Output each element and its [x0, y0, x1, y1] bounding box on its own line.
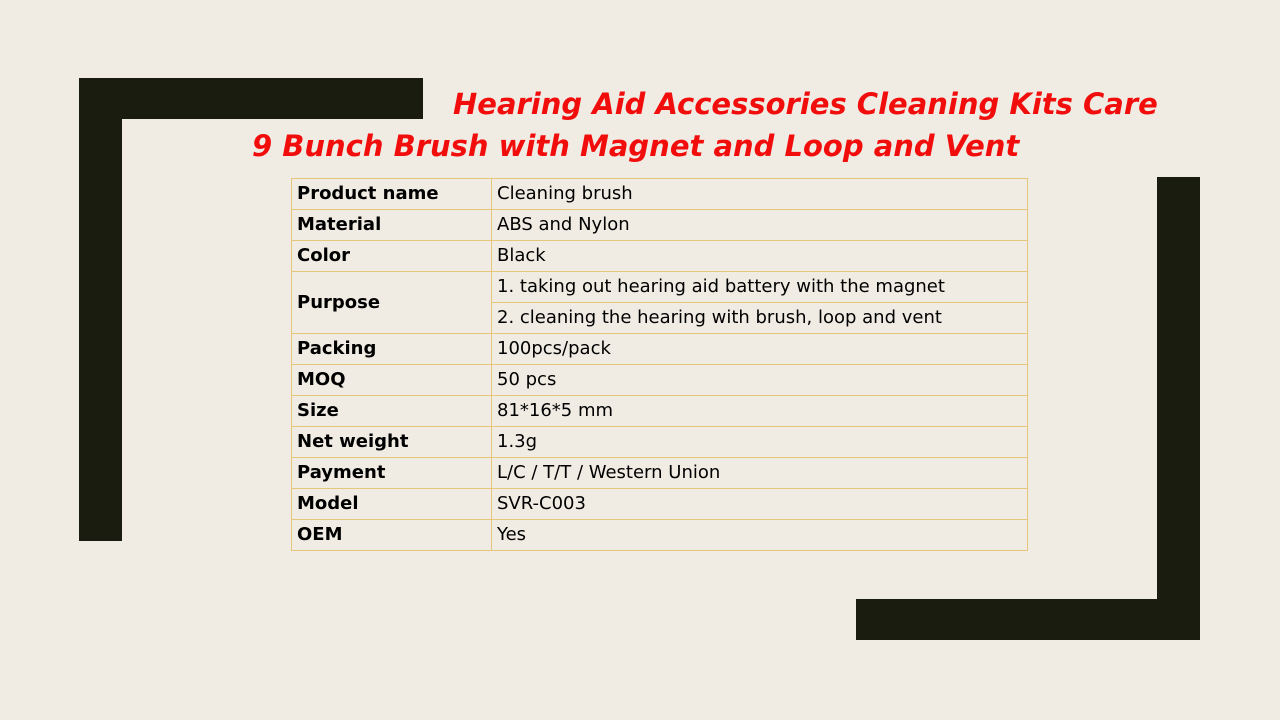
spec-value-product-name: Cleaning brush — [492, 179, 1028, 210]
table-row — [292, 458, 1028, 489]
page-title-line-1: Hearing Aid Accessories Cleaning Kits Care — [453, 87, 1158, 121]
table-row — [292, 520, 1028, 551]
spec-value-material: ABS and Nylon — [492, 210, 1028, 241]
spec-key-size: Size — [292, 396, 492, 427]
spec-value-model: SVR-C003 — [492, 489, 1028, 520]
table-row — [292, 272, 1028, 303]
spec-key-product-name: Product name — [292, 179, 492, 210]
spec-value-purpose-1: 1. taking out hearing aid battery with the magnet — [492, 272, 1028, 303]
spec-value-size: 81*16*5 mm — [492, 396, 1028, 427]
spec-key-packing: Packing — [292, 334, 492, 365]
product-spec-table — [291, 178, 1028, 551]
spec-key-oem: OEM — [292, 520, 492, 551]
spec-value-oem: Yes — [492, 520, 1028, 551]
table-row — [292, 210, 1028, 241]
table-row — [292, 427, 1028, 458]
top-left-bracket-vertical — [79, 78, 122, 541]
spec-key-model: Model — [292, 489, 492, 520]
table-row — [292, 489, 1028, 520]
table-row — [292, 396, 1028, 427]
spec-value-color: Black — [492, 241, 1028, 272]
spec-key-purpose: Purpose — [292, 272, 492, 334]
spec-key-payment: Payment — [292, 458, 492, 489]
bottom-right-bracket-vertical — [1157, 177, 1200, 640]
spec-key-net-weight: Net weight — [292, 427, 492, 458]
top-left-bracket-horizontal — [79, 78, 423, 119]
spec-value-payment: L/C / T/T / Western Union — [492, 458, 1028, 489]
spec-value-purpose-2: 2. cleaning the hearing with brush, loop and vent — [492, 303, 1028, 334]
spec-key-material: Material — [292, 210, 492, 241]
spec-key-color: Color — [292, 241, 492, 272]
page-title-line-2: 9 Bunch Brush with Magnet and Loop and Vent — [252, 129, 1020, 163]
spec-key-moq: MOQ — [292, 365, 492, 396]
table-row — [292, 179, 1028, 210]
table-row — [292, 241, 1028, 272]
table-row — [292, 334, 1028, 365]
spec-value-packing: 100pcs/pack — [492, 334, 1028, 365]
spec-value-moq: 50 pcs — [492, 365, 1028, 396]
bottom-right-bracket-horizontal — [856, 599, 1200, 640]
table-row — [292, 365, 1028, 396]
spec-value-net-weight: 1.3g — [492, 427, 1028, 458]
